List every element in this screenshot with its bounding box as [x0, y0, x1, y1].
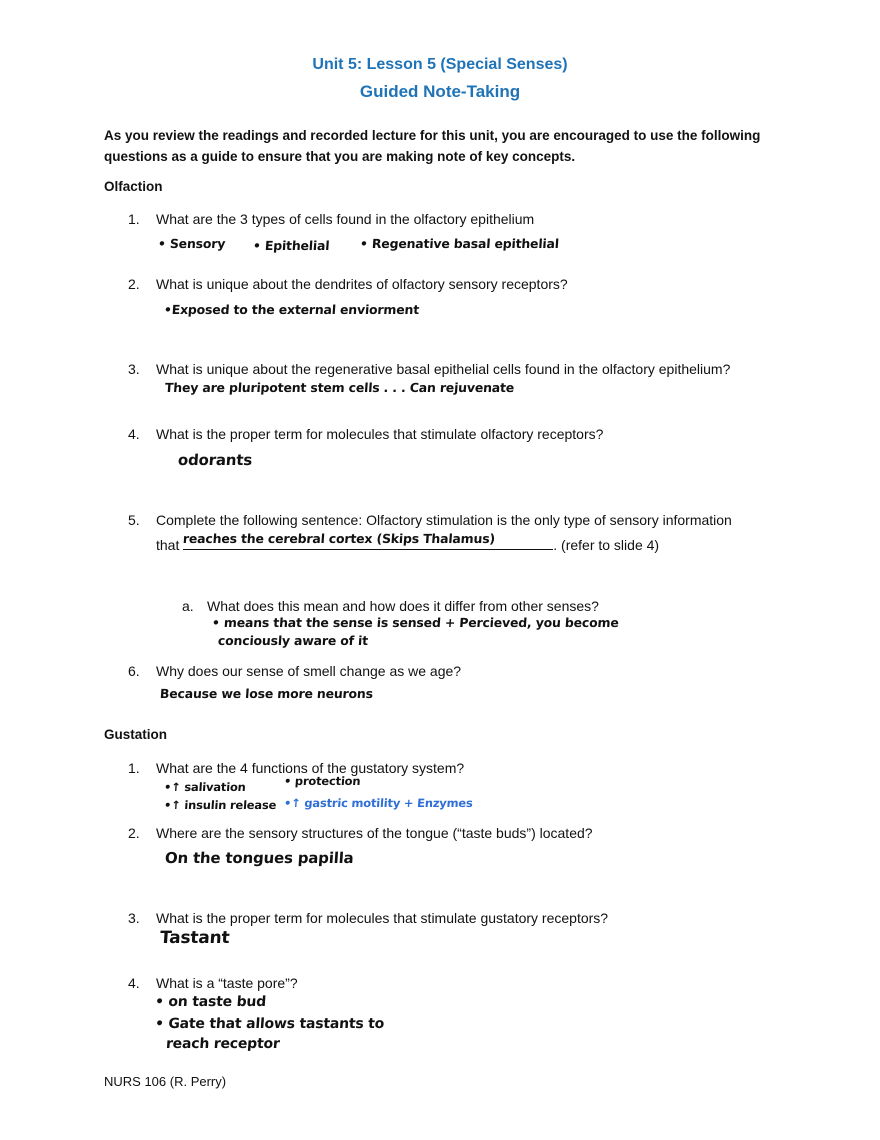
- handwritten-answer: • Sensory: [157, 236, 226, 251]
- handwritten-answer: odorants: [177, 451, 253, 469]
- handwritten-answer: reaches the cerebral cortex (Skips Thalamus): [182, 531, 496, 546]
- question-text: Why does our sense of smell change as we age?: [156, 663, 462, 679]
- section-heading-gustation: Gustation: [104, 727, 167, 742]
- handwritten-answer: •↑ insulin release: [163, 798, 277, 812]
- handwritten-answer: •↑ gastric motility + Enzymes: [283, 796, 474, 810]
- question-number: 2.: [128, 276, 140, 292]
- question-text: What is unique about the regenerative basal epithelial cells found in the olfactory epithelium?: [156, 361, 731, 377]
- handwritten-answer: • Gate that allows tastants to: [154, 1016, 385, 1032]
- footer-course-label: NURS 106 (R. Perry): [104, 1074, 227, 1089]
- section-heading-olfaction: Olfaction: [104, 179, 163, 194]
- question-text: What is the proper term for molecules that stimulate gustatory receptors?: [156, 910, 609, 926]
- question-text: What is unique about the dendrites of olfactory sensory receptors?: [156, 276, 568, 292]
- sentence-suffix: . (refer to slide 4): [553, 537, 660, 553]
- handwritten-answer: reach receptor: [165, 1036, 281, 1052]
- question-number: 4.: [128, 975, 140, 991]
- handwritten-answer: They are pluripotent stem cells . . . Can rejuvenate: [164, 380, 515, 395]
- handwritten-answer: conciously aware of it: [217, 633, 369, 648]
- question-number: 5.: [128, 512, 140, 528]
- handwritten-answer: • on taste bud: [154, 994, 267, 1010]
- question-text: What are the 4 functions of the gustatory system?: [156, 760, 465, 776]
- question-number: 3.: [128, 361, 140, 377]
- handwritten-answer: •↑ salivation: [163, 780, 247, 794]
- handwritten-answer: • protection: [283, 774, 361, 788]
- question-text: What are the 3 types of cells found in the olfactory epithelium: [156, 211, 535, 227]
- intro-text: As you review the readings and recorded lecture for this unit, you are encouraged to use the following questions as a guide to ensure that you are making note of key concepts.: [104, 128, 761, 164]
- question-number: 4.: [128, 426, 140, 442]
- question-text: Where are the sensory structures of the tongue (“taste buds”) located?: [156, 825, 593, 841]
- sentence-prefix: that: [156, 537, 180, 553]
- question-number: 2.: [128, 825, 140, 841]
- question-text: Complete the following sentence: Olfactory stimulation is the only type of sensory information: [156, 512, 732, 528]
- fill-in-blank: [183, 533, 553, 550]
- handwritten-answer: Tastant: [159, 928, 231, 948]
- question-number: 6.: [128, 663, 140, 679]
- handwritten-answer: •Exposed to the external enviorment: [163, 302, 420, 317]
- question-text: What is a “taste pore”?: [156, 975, 298, 991]
- lesson-title: Unit 5: Lesson 5 (Special Senses): [312, 56, 568, 73]
- page-subtitle: Guided Note-Taking: [359, 82, 521, 101]
- fill-in-sentence: [156, 533, 659, 553]
- question-text: What is the proper term for molecules that stimulate olfactory receptors?: [156, 426, 604, 442]
- question-number: 1.: [128, 760, 140, 776]
- handwritten-answer: Because we lose more neurons: [159, 686, 374, 701]
- handwritten-answer: On the tongues papilla: [164, 849, 355, 867]
- subquestion-text: What does this mean and how does it differ from other senses?: [207, 598, 599, 614]
- question-number: 1.: [128, 211, 140, 227]
- handwritten-answer: • Regenative basal epithelial: [359, 236, 560, 251]
- handwritten-answer: • means that the sense is sensed + Percieved, you become: [211, 615, 620, 630]
- question-number: 3.: [128, 910, 140, 926]
- subquestion-letter: a.: [182, 598, 194, 614]
- handwritten-answer: • Epithelial: [252, 238, 330, 253]
